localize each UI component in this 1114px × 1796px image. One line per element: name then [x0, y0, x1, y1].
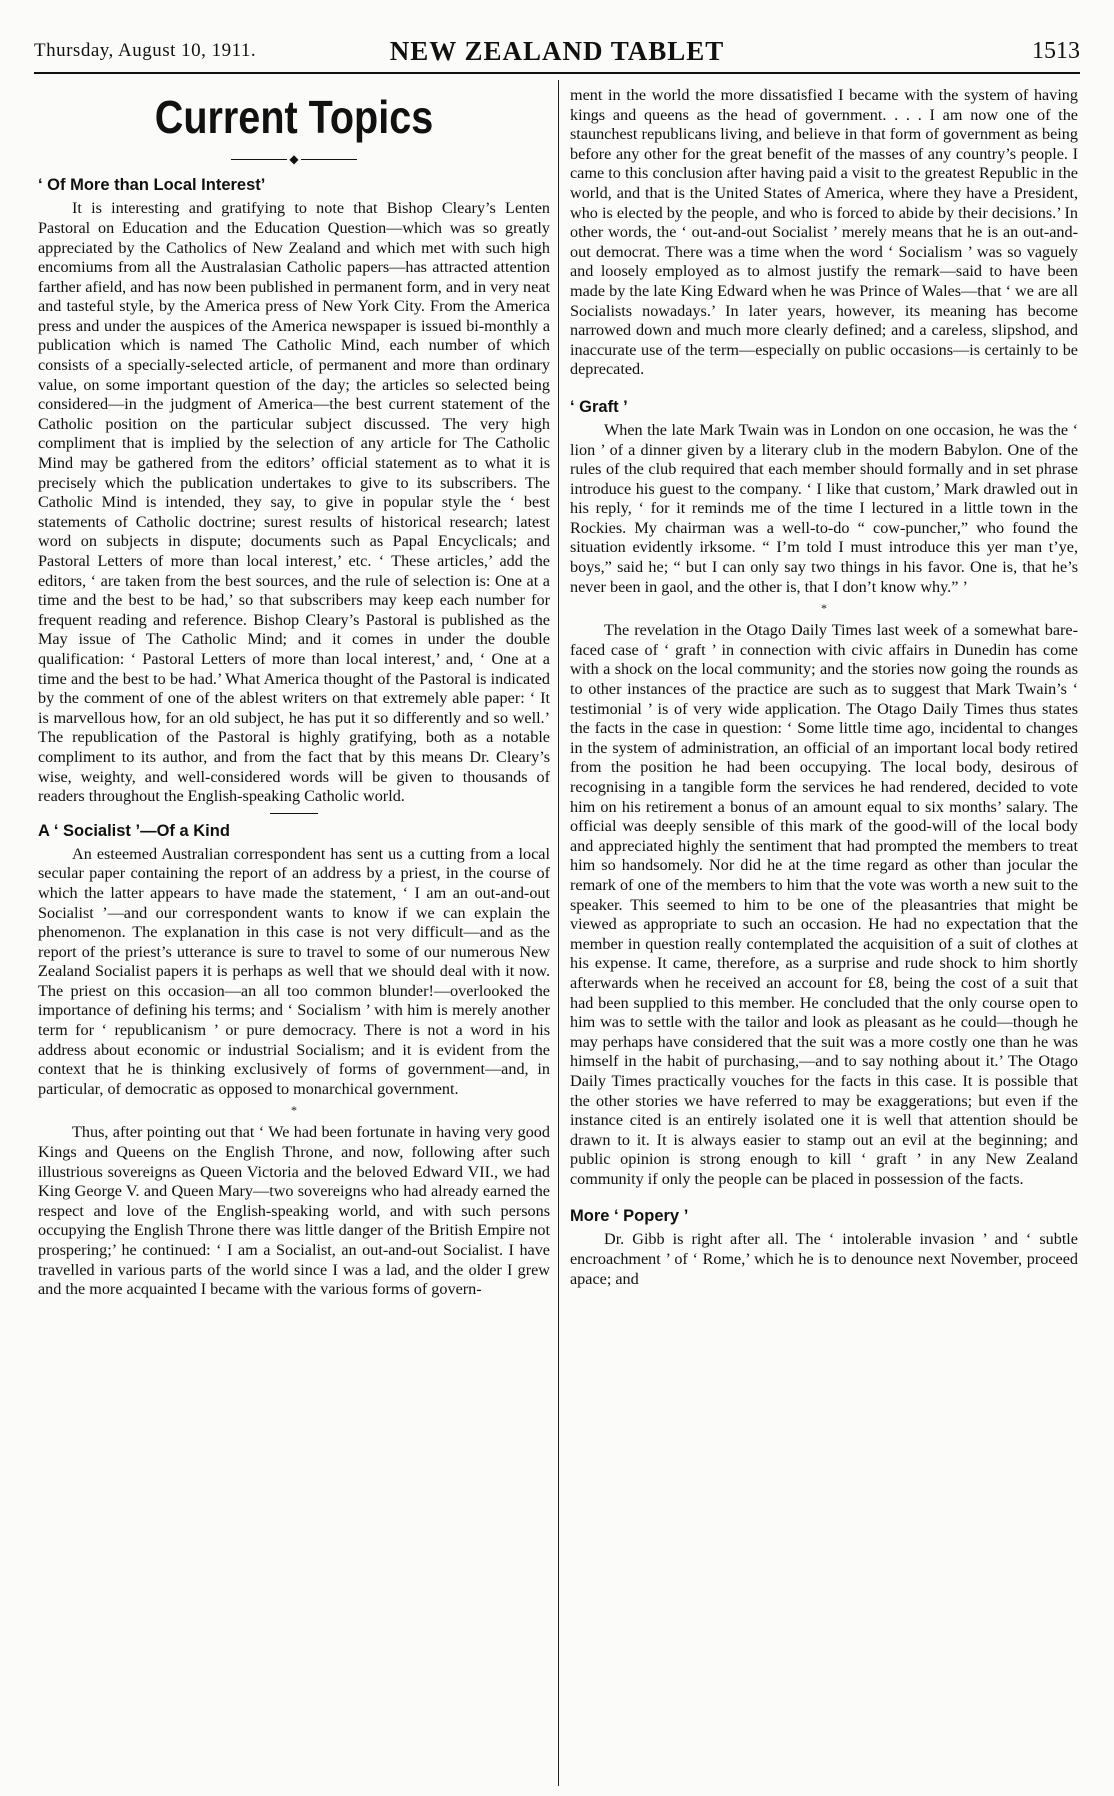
section-separator: [270, 813, 318, 814]
page-number: 1513: [1032, 38, 1080, 64]
column-divider: [558, 80, 559, 1786]
ornament-rule-left: [231, 159, 287, 160]
heading-local-interest: ‘ Of More than Local Interest’: [38, 176, 266, 195]
asterisk-divider: *: [291, 1103, 297, 1118]
spacer: [570, 1189, 1078, 1203]
left-column: [38, 86, 550, 1796]
article-paragraph: Dr. Gibb is right after all. The ‘ intolerable invasion ’ and ‘ subtle encroachment ’ of ‘ Rome,’ which he is to denounce next November, proceed apace; and: [570, 1230, 1078, 1288]
article-paragraph-continued: ment in the world the more dissatisfied I became with the system of having kings and queens as the head of government. . . . I am now one of the staunchest republicans living, and believe in that form of government as being before any other for the great benefit of the masses of any country’s people. I came to this conclusion after having paid a visit to the greatest Republic in the world, and that is the United States of America, where they have a President, who is elected by the people, and who is forced to abide by their decisions.’ In other words, the ‘ out-and-out Socialist ’ merely means that he is an out-and-out democrat. There was a time when the word ‘ Socialism ’ was so vaguely and loosely employed as to almost justify the remark—said to have been made by the late King Edward when he was Prince of Wales—that ‘ we are all Socialists nowadays.’ In later years, however, its meaning has become narrowed down and much more clearly defined; and a careless, slipshod, and inaccurate use of the term—especially on public occasions—is certainly to be deprecated.: [570, 86, 1078, 379]
article-paragraph: The revelation in the Otago Daily Times last week of a somewhat bare-faced case of ‘ graft ’ in connection with civic affairs in Dunedin has come with a shock on the local community; and the stories now going the rounds as to other instances of the practice are such as to suggest that Mark Twain’s ‘ testimonial ’ is of very wide application. The Otago Daily Times thus states the facts in the case in question: ‘ Some little time ago, incidental to changes in the system of administration, an official of an important local body retired from the position he had been occupying. The local body, desirous of recognising in a tangible form the services he had rendered, decided to vote him on his retirement a bonus of an amount equal to six months’ salary. The official was deeply sensible of this mark of the good-will of the local body and appreciated highly the sentiment that had prompted the members to treat him so handsomely. Nor did he at the time regard as other than jocular the remark of one of the members to him that the vote was worth a new suit to the speaker. This seemed to him to be one of the pleasantries that might be viewed as appropriate to such an occasion. He had no expectation that the member in question really contemplated the acquisition of a suit of clothes at his expense. It came, therefore, as a surprise and rude shock to him shortly afterwards when he received an account for £8, being the cost of a suit that had been supplied to this member. He concluded that the only course open to him was to settle with the tailor and look as pleasant as he could—though he may perhaps have considered that the suit was a more costly one than he was himself in the habit of purchasing,—and to say nothing about it.’ The Otago Daily Times practically vouches for the facts in this case. It is possible that the other stories we have referred to may be exaggerations; but even if the instance cited is an entirely isolated one it is well that attention should be drawn to it. It is always easier to stamp out an evil at the beginning; and public opinion is strong enough to kill ‘ graft ’ in any New Zealand community if only the people can be placed in possession of the facts.: [570, 621, 1078, 1188]
page-header: [34, 36, 1080, 74]
asterisk-divider: *: [821, 601, 827, 616]
title-ornament: [38, 152, 550, 167]
diamond-icon: ◆: [289, 152, 299, 167]
heading-socialist: A ‘ Socialist ’—Of a Kind: [38, 821, 230, 840]
issue-date: Thursday, August 10, 1911.: [34, 40, 257, 61]
heading-graft: ‘ Graft ’: [570, 397, 628, 416]
article-paragraph: An esteemed Australian correspondent has sent us a cutting from a local secular paper containing the report of an address by a priest, in the course of which the latter appears to have made the statement, ‘ I am an out-and-out Socialist ’—and our correspondent wants to know if we can explain the phenomenon. The explanation in this case is not very difficult—and as the report of the priest’s utterance is sure to travel to some of our numerous New Zealand Socialist papers it is perhaps as well that we should deal with it now. The priest on this occasion—an all too common blunder!—overlooked the importance of defining his terms; and ‘ Socialism ’ with him is merely another term for ‘ republicanism ’ or pure democracy. There is not a word in his address about economic or industrial Socialism; and it is evident from the context that he is thinking exclusively of forms of government—and, in particular, of democratic as opposed to monarchical government.: [38, 844, 550, 1098]
right-column: [570, 86, 1078, 1796]
article-paragraph: It is interesting and gratifying to note that Bishop Cleary’s Lenten Pastoral on Education and the Education Question—which was so greatly appreciated by the Catholics of New Zealand and which met with such high encomiums from all the Australasian Catholic papers—has attracted attention farther afield, and has now been published in permanent form, and in very neat and tasteful style, by the America press of New York City. From the America press and under the auspices of the America newspaper is issued bi-monthly a publication which is named The Catholic Mind, each number of which consists of a specially-selected article, of permanent and more than ordinary value, on some important question of the day; the articles so selected being considered—in the judgment of America—the best current statement of the Catholic position on the particular subject discussed. The very high compliment that is implied by the selection of any article for The Catholic Mind may be gathered from the editors’ official statement as to what it is precisely which the publication undertakes to give to its subscribers. The Catholic Mind is intended, they say, to give in popular style the ‘ best statements of Catholic doctrine; surest results of historical research; latest word on subjects in dispute; documents such as Papal Encyclicals; and Pastoral Letters of more than local interest,’ etc. ‘ These articles,’ add the editors, ‘ are taken from the best sources, and the rule of selection is: One at a time and the best to be had,’ so that subscribers may keep each number for frequent reading and reference. Bishop Cleary’s Pastoral is published as the May issue of The Catholic Mind; and it comes in under the double qualification: ‘ Pastoral Letters of more than local interest,’ and, ‘ One at a time and the best to be had.’ What America thought of the Pastoral is indicated by the comment of one of the ablest writers on that extremely able paper: ‘ It is marvellous how, for an old subject, he has put it so differently and so well.’ The republication of the Pastoral is highly gratifying, both as a notable compliment to its author, and from the fact that by this means Dr. Cleary’s wise, weighty, and well-considered words will be given to thousands of readers throughout the English-speaking Catholic world.: [38, 199, 550, 806]
section-title: Current Topics: [154, 91, 434, 143]
article-paragraph: Thus, after pointing out that ‘ We had been fortunate in having very good Kings and Queens on the English Throne, and now, following after such illustrious sovereigns as Queen Victoria and the beloved Edward VII., we had King George V. and Queen Mary—two sovereigns who had already earned the respect and love of the English-speaking world, and with such persons occupying the English Throne there was little danger of the British Empire not prospering;’ he continued: ‘ I am a Socialist, an out-and-out Socialist. I have travelled in various parts of the world since I was a lad, and the older I grew and the more acquainted I became with the various forms of govern-: [38, 1123, 550, 1299]
spacer: [570, 380, 1078, 394]
heading-popery: More ‘ Popery ’: [570, 1207, 689, 1226]
masthead-title: NEW ZEALAND TABLET: [389, 36, 725, 66]
ornament-rule-right: [301, 159, 357, 160]
article-paragraph: When the late Mark Twain was in London on one occasion, he was the ‘ lion ’ of a dinner given by a literary club in the modern Babylon. One of the rules of the club required that each member should formally and in set phrase introduce his guest to the company. ‘ I like that custom,’ Mark drawled out in his reply, ‘ for it reminds me of the time I lectured in a little town in the Rockies. My chairman was a well-to-do “ cow-puncher,” who found the situation evidently irksome. “ I’m told I must introduce this yer man t’ye, boys,” said he; “ but I can only say two things in his favor. One is, that he’s never been in gaol, and the other is, that I don’t know why.” ’: [570, 420, 1078, 596]
